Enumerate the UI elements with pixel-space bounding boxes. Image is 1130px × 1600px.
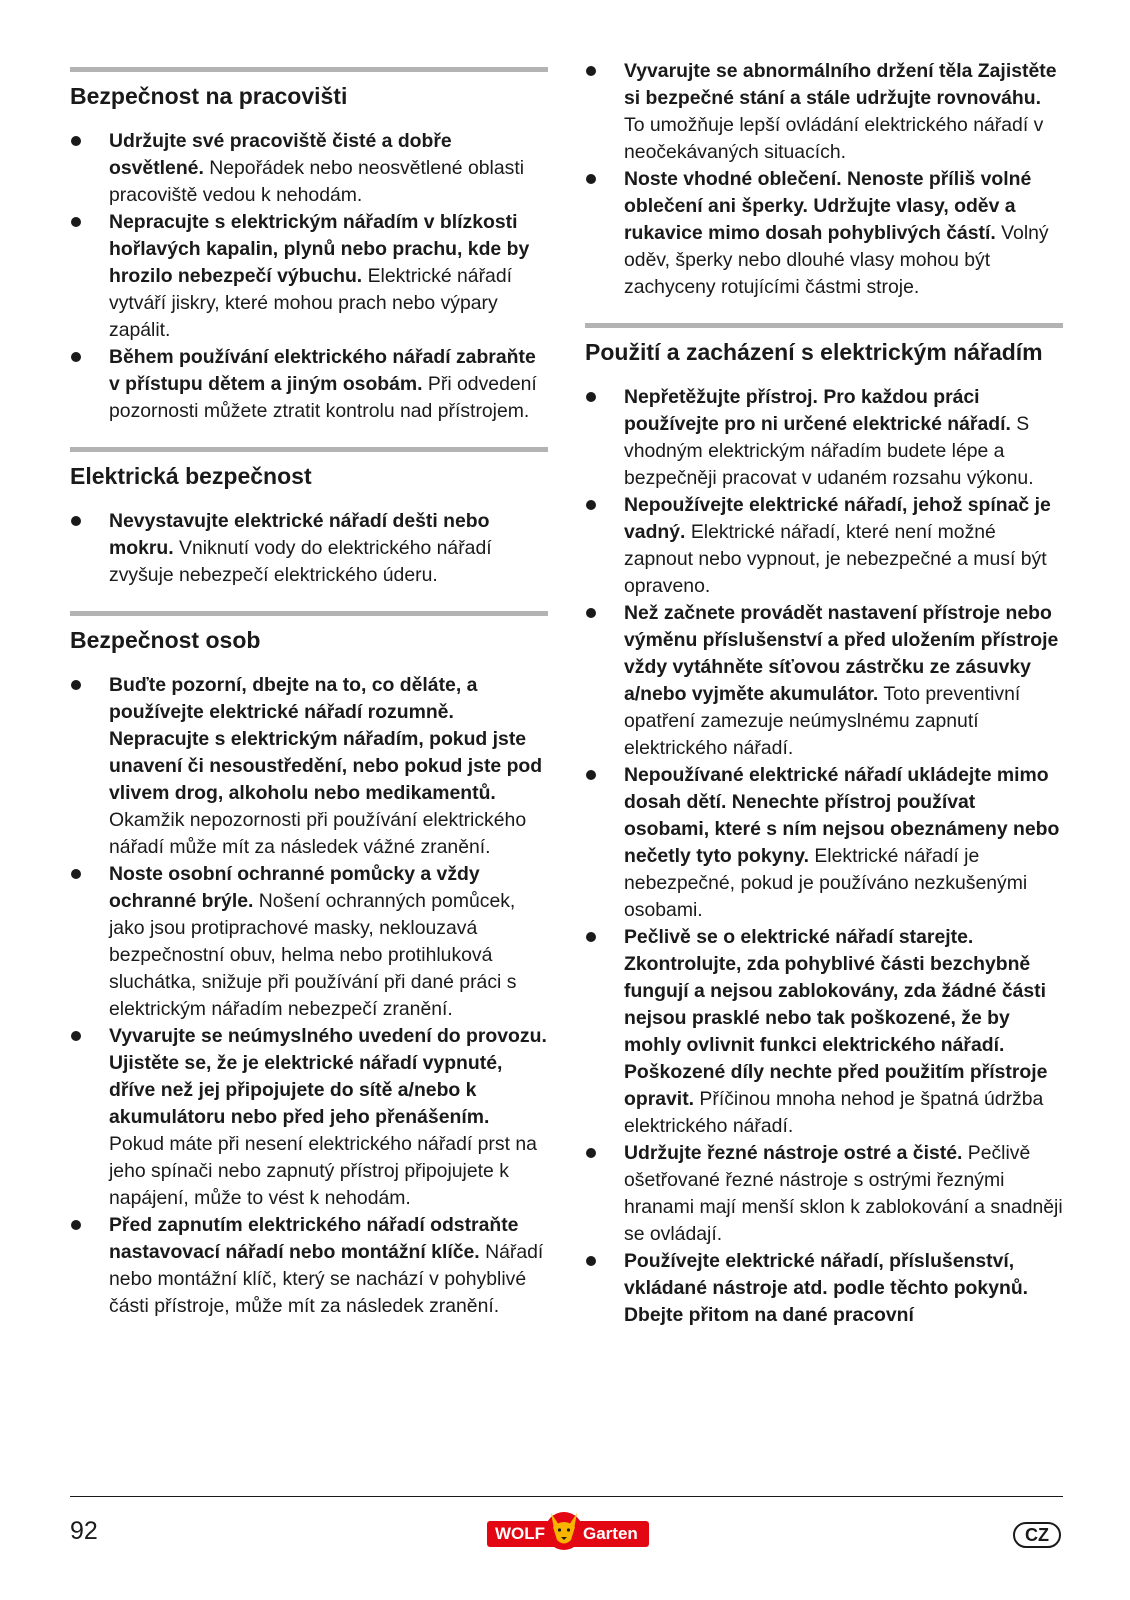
item-text: Při odvedení pozornosti můžete ztratit kontrolu nad přístrojem.	[109, 373, 537, 422]
list-item	[70, 344, 548, 425]
item-bold-text: Nepřetěžujte přístroj. Pro každou práci používejte pro ni určené elektrické nářadí.	[624, 386, 1011, 435]
item-text: Elektrické nářadí vytváří jiskry, které mohou prach nebo výpary zapálit.	[109, 265, 513, 341]
list-item	[585, 924, 1063, 1140]
item-text: Nářadí nebo montážní klíč, který se nachází v pohyblivé části přístroje, může mít za následek zranění.	[109, 1241, 544, 1317]
item-bold-text: Noste osobní ochranné pomůcky a vždy ochranné brýle.	[109, 863, 480, 912]
item-bold-text: Než začnete provádět nastavení přístroje nebo výměnu příslušenství a před uložením přístroje vždy vytáhněte síťovou zástrčku ze zásuvky a/nebo vyjměte akumulátor.	[624, 602, 1059, 705]
item-bold-text: Během používání elektrického nářadí zabraňte v přístupu dětem a jiným osobám.	[109, 346, 536, 395]
list-item	[70, 1212, 548, 1320]
item-bold-text: Pečlivě se o elektrické nářadí starejte. Zkontrolujte, zda pohyblivé části bezchybně fungují a nejsou zablokovány, zda žádné části nejsou prasklé nebo tak poškozené, že by mohly ovlivnit funkci elektrického nářadí. Poškozené díly nechte před použitím přístroje opravit.	[624, 926, 1048, 1110]
list-item	[70, 508, 548, 589]
item-text: Elektrické nářadí je nebezpečné, pokud je používáno nezkušenými osobami.	[624, 845, 1028, 921]
item-bold-text: Udržujte své pracoviště čisté a dobře osvětlené.	[109, 130, 452, 179]
list-item	[585, 1248, 1063, 1329]
section-heading: Použití a zacházení s elektrickým nářadím	[585, 339, 1043, 365]
list-item	[70, 209, 548, 344]
item-bold-text: Vyvarujte se abnormálního držení těla Zajistěte si bezpečné stání a stále udržujte rovnováhu.	[624, 60, 1057, 109]
right-column	[585, 58, 1063, 1351]
bullet-list	[585, 58, 1063, 301]
list-item	[585, 762, 1063, 924]
list-item	[585, 166, 1063, 301]
list-item	[585, 1140, 1063, 1248]
page-number: 92	[70, 1517, 98, 1545]
item-bold-text: Vyvarujte se neúmyslného uvedení do provozu. Ujistěte se, že je elektrické nářadí vypnuté, dříve než jej připojujete do sítě a/nebo k akumulátoru nebo před jeho přenášením.	[109, 1025, 547, 1128]
item-bold-text: Nevystavujte elektrické nářadí dešti nebo mokru.	[109, 510, 490, 559]
list-item	[70, 128, 548, 209]
item-text: S vhodným elektrickým nářadím budete lépe a bezpečněji pracovat v udaném rozsahu výkonu.	[624, 413, 1034, 489]
section-rule	[585, 323, 1063, 328]
item-text: To umožňuje lepší ovládání elektrického nářadí v neočekávaných situacích.	[624, 114, 1044, 163]
list-item	[585, 492, 1063, 600]
item-text: Volný oděv, šperky nebo dlouhé vlasy mohou být zachyceny rotujícími částmi stroje.	[624, 222, 1049, 298]
item-bold-text: Udržujte řezné nástroje ostré a čisté.	[624, 1142, 963, 1164]
item-text: Nepořádek nebo neosvětlené oblasti pracoviště vedou k nehodám.	[109, 157, 525, 206]
section-rule	[70, 611, 548, 616]
logo-text-right: Garten	[583, 1524, 638, 1543]
item-bold-text: Buďte pozorní, dbejte na to, co děláte, a používejte elektrické nářadí rozumně. Nepracujte s elektrickým nářadím, pokud jste unavení či nesoustředění, nebo pokud jste pod vlivem drog, alkoholu nebo medikamentů.	[109, 674, 543, 804]
section-electrical-safety	[70, 447, 548, 589]
item-text: Vniknutí vody do elektrického nářadí zvyšuje nebezpečí elektrického úderu.	[109, 537, 492, 586]
section-rule	[70, 67, 548, 72]
list-item	[585, 600, 1063, 762]
list-item	[70, 861, 548, 1023]
item-bold-text: Nepracujte s elektrickým nářadím v blízkosti hořlavých kapalin, plynů nebo prachu, kde by hrozilo nebezpečí výbuchu.	[109, 211, 530, 287]
footer-divider	[70, 1496, 1063, 1497]
list-item	[585, 58, 1063, 166]
item-bold-text: Noste vhodné oblečení. Nenoste příliš volné oblečení ani šperky. Udržujte vlasy, oděv a rukavice mimo dosah pohyblivých částí.	[624, 168, 1032, 244]
item-bold-text: Používejte elektrické nářadí, příslušenství, vkládané nástroje atd. podle těchto pokynů. Dbejte přitom na dané pracovní	[624, 1250, 1029, 1326]
section-personal-safety	[70, 611, 548, 1320]
wolf-head-icon	[544, 1507, 584, 1551]
section-heading: Bezpečnost na pracovišti	[70, 83, 348, 109]
logo-text-left: WOLF	[495, 1524, 546, 1543]
list-item	[585, 384, 1063, 492]
section-heading: Elektrická bezpečnost	[70, 463, 312, 489]
bullet-list	[70, 672, 548, 1320]
item-bold-text: Před zapnutím elektrického nářadí odstraňte nastavovací nářadí nebo montážní klíče.	[109, 1214, 519, 1263]
wolf-garten-logo	[487, 1507, 649, 1551]
language-badge: CZ	[1013, 1522, 1061, 1548]
bullet-list	[70, 128, 548, 425]
section-workplace-safety	[70, 67, 548, 425]
item-text: Pečlivě ošetřované řezné nástroje s ostrými řeznými hranami mají menší sklon k zablokování a snadněji se ovládají.	[624, 1142, 1063, 1245]
section-personal-safety-continued	[585, 58, 1063, 301]
item-text: Pokud máte při nesení elektrického nářadí prst na jeho spínači nebo zapnutý přístroj připojujete k napájení, může to vést k nehodám.	[109, 1133, 537, 1209]
bullet-list	[70, 508, 548, 589]
item-text: Toto preventivní opatření zamezuje neúmyslnému zapnutí elektrického nářadí.	[624, 683, 1021, 759]
item-text: Elektrické nářadí, které není možné zapnout nebo vypnout, je nebezpečné a musí být opraveno.	[624, 521, 1047, 597]
item-text: Okamžik nepozornosti při používání elektrického nářadí může mít za následek vážné zranění.	[109, 809, 527, 858]
section-heading: Bezpečnost osob	[70, 627, 261, 653]
item-bold-text: Nepoužívané elektrické nářadí ukládejte mimo dosah dětí. Nenechte přístroj používat osobami, které s ním nejsou obeznámeny nebo nečetly tyto pokyny.	[624, 764, 1060, 867]
section-rule	[70, 447, 548, 452]
section-tool-use	[585, 323, 1063, 1329]
item-bold-text: Nepoužívejte elektrické nářadí, jehož spínač je vadný.	[624, 494, 1051, 543]
item-text: Příčinou mnoha nehod je špatná údržba elektrického nářadí.	[624, 1088, 1044, 1137]
item-text: Nošení ochranných pomůcek, jako jsou protiprachové masky, neklouzavá bezpečnostní obuv, helma nebo protihluková sluchátka, snižuje při používání při dané práci s elektrickým nářadím nebezpečí zranění.	[109, 890, 517, 1020]
list-item	[70, 1023, 548, 1212]
bullet-list	[585, 384, 1063, 1329]
list-item	[70, 672, 548, 861]
left-column	[70, 67, 548, 1342]
